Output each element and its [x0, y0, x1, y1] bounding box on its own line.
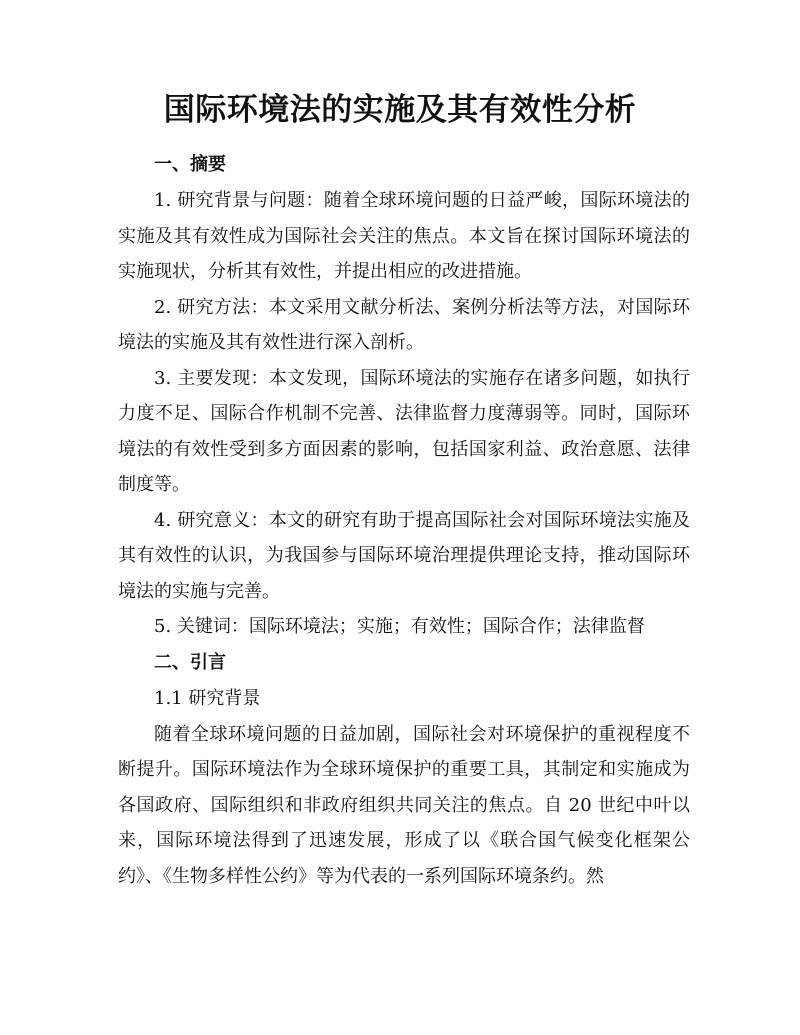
introduction-paragraph: 随着全球环境问题的日益加剧，国际社会对环境保护的重视程度不断提升。国际环境法作为全球环境保护的重要工具，其制定和实施成为各国政府、国际组织和非政府组织共同关注的焦点。自 20 世纪中叶以来，国际环境法得到了迅速发展，形成了以《联合国气候变化框架公约》、《生物多样性公约》等为代表的一系列国际环境条约。然	[118, 723, 690, 887]
abstract-paragraph-background: 1. 研究背景与问题：随着全球环境问题的日益严峻，国际环境法的实施及其有效性成为国际社会关注的焦点。本文旨在探讨国际环境法的实施现状，分析其有效性，并提出相应的改进措施。	[118, 190, 690, 282]
abstract-paragraph-method: 2. 研究方法：本文采用文献分析法、案例分析法等方法，对国际环境法的实施及其有效性进行深入剖析。	[118, 296, 690, 353]
abstract-paragraph-findings: 3. 主要发现：本文发现，国际环境法的实施存在诸多问题，如执行力度不足、国际合作机制不完善、法律监督力度薄弱等。同时，国际环境法的有效性受到多方面因素的影响，包括国家利益、政治意愿、法律制度等。	[118, 367, 690, 495]
section-heading-abstract: 一、摘要	[154, 154, 226, 175]
abstract-paragraph-significance: 4. 研究意义：本文的研究有助于提高国际社会对国际环境法实施及其有效性的认识，为我国参与国际环境治理提供理论支持，推动国际环境法的实施与完善。	[118, 509, 690, 602]
document-title: 国际环境法的实施及其有效性分析	[163, 92, 637, 128]
document-body	[118, 147, 690, 894]
subsection-heading-background: 1.1 研究背景	[154, 687, 261, 709]
section-heading-introduction: 二、引言	[154, 651, 226, 673]
abstract-paragraph-keywords: 5. 关键词：国际环境法；实施；有效性；国际合作；法律监督	[154, 616, 645, 637]
